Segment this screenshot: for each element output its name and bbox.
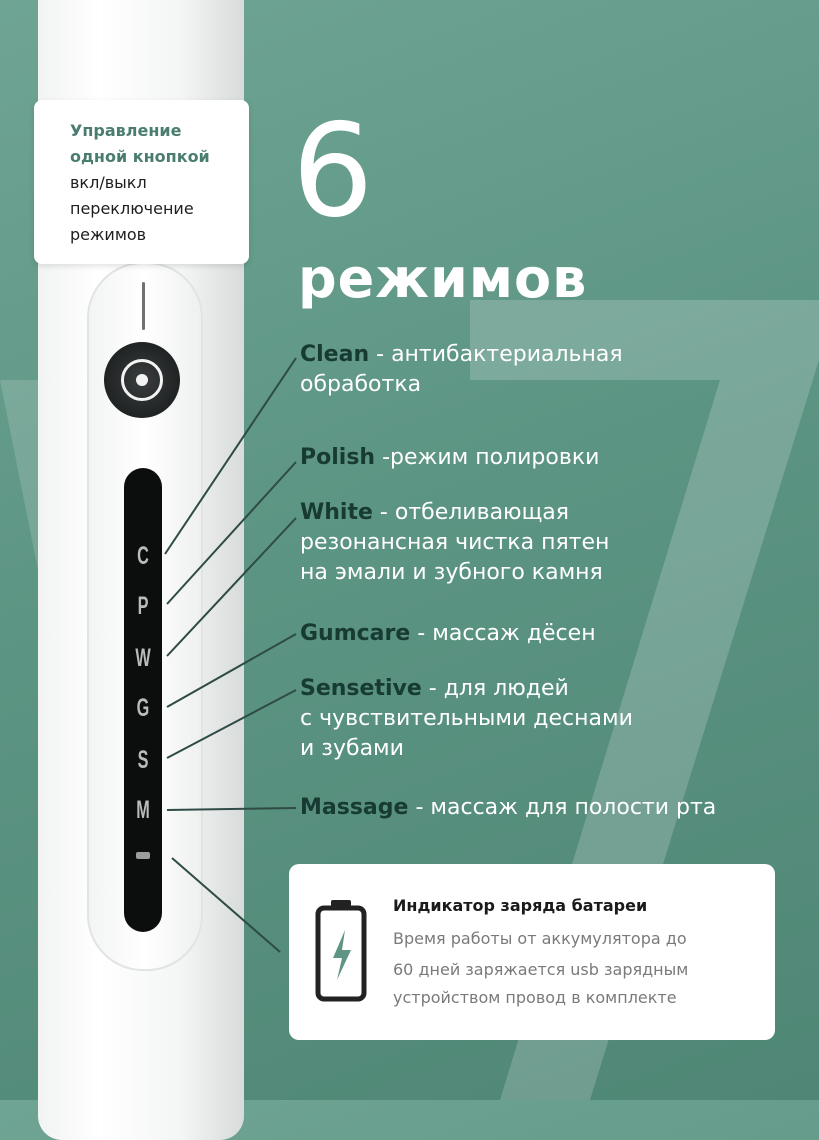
control-card-line: переключение	[70, 199, 194, 218]
battery-card-line: устройством провод в комплекте	[393, 988, 677, 1007]
battery-charging-icon	[315, 898, 367, 1002]
connector-polish	[167, 462, 296, 604]
mode-name: Polish	[300, 445, 376, 470]
mode-name: Sensetive	[300, 676, 422, 701]
indicator-letter-p: P	[137, 592, 149, 620]
control-card-line: вкл/выкл	[70, 173, 147, 192]
connector-massage	[167, 808, 296, 810]
mode-desc: и зубами	[300, 736, 404, 761]
mode-desc: обработка	[300, 372, 422, 397]
mode-desc: массаж дёсен	[432, 621, 596, 646]
mode-name: White	[300, 500, 373, 525]
indicator-letter-g: G	[136, 694, 150, 722]
mode-desc: для людей	[443, 676, 569, 701]
mode-separator: -	[369, 342, 392, 367]
battery-card-line: 60 дней заряжается usb зарядным	[393, 960, 689, 979]
mode-desc: с чувствительными деснами	[300, 706, 633, 731]
connector-gumcare	[167, 634, 296, 707]
mode-clean	[300, 340, 800, 400]
control-card-line: режимов	[70, 225, 147, 244]
indicator-letter-w: W	[135, 644, 151, 672]
mode-desc: антибактериальная	[391, 342, 623, 367]
mode-name: Gumcare	[300, 621, 411, 646]
mode-separator: -	[375, 445, 391, 470]
battery-card-line: Время работы от аккумулятора до	[393, 929, 687, 948]
mode-white	[300, 498, 800, 588]
mode-separator: -	[410, 621, 433, 646]
control-card-line: Управление	[70, 121, 182, 140]
battery-info-card	[289, 864, 775, 1040]
indicator-letter-c: C	[137, 542, 149, 570]
mode-desc: массаж для полости рта	[430, 795, 717, 820]
mode-desc: на эмали и зубного камня	[300, 560, 603, 585]
mode-sensetive	[300, 674, 800, 764]
mode-name: Massage	[300, 795, 409, 820]
mode-separator: -	[421, 676, 444, 701]
mode-separator: -	[408, 795, 431, 820]
connector-battery	[172, 858, 280, 952]
mode-desc: резонансная чистка пятен	[300, 530, 610, 555]
control-card-line: одной кнопкой	[70, 147, 210, 166]
connector-sensetive	[167, 690, 296, 758]
connector-clean	[165, 358, 296, 554]
mode-name: Clean	[300, 342, 370, 367]
indicator-letter-s: S	[137, 746, 149, 774]
modes-count: 6	[292, 97, 374, 246]
mode-gumcare	[300, 619, 800, 649]
mode-separator: -	[372, 500, 395, 525]
battery-card-title: Индикатор заряда батареи	[393, 896, 648, 915]
mode-desc: отбеливающая	[394, 500, 570, 525]
mode-polish	[300, 443, 800, 473]
connector-white	[167, 518, 296, 656]
indicator-letter-m: M	[136, 796, 150, 824]
mode-massage	[300, 793, 800, 823]
mode-desc: режим полировки	[390, 445, 600, 470]
modes-heading: режимов	[298, 247, 588, 310]
